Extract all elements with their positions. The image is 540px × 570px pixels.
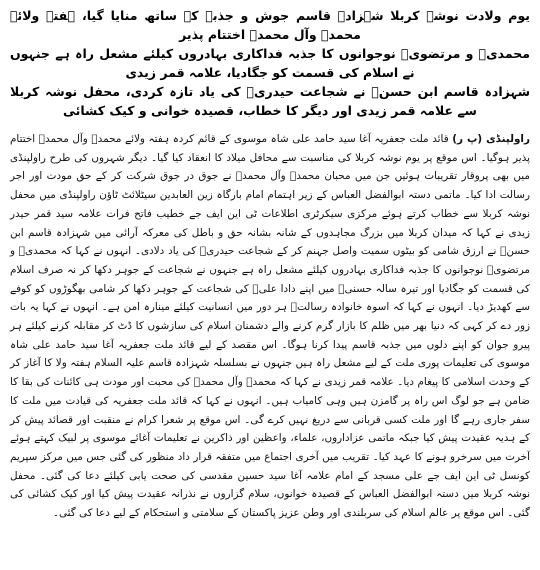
dateline: راولپنڈی (پ ر) [452,133,530,145]
headline-line-2: محمدیؐ و مرتضویؑ نوجوانوں کا جذبہ فداکاری بہادروں کیلئے مشعل راہ ہے جنہوں نے اسلام کی قسمت کو جگادیا، علامہ قمر زیدی [10,46,530,80]
headline-block [10,6,530,120]
article-body-text: قائد ملت جعفریہ آغا سید حامد علی شاہ موسوی کے قائم کردہ ہفتہ ولائے محمدؐ وآل محمدؐ اختتام پذیر ہوگیا۔ اس موقع پر یوم نوشہ کربلا کی مناسبت سے محافل میلاد کا انعقاد کیا گیا۔ دیگر شہروں کی طرح راولپنڈی میں بھی پروقار تقریبات ہوئیں جن میں محبان محمدؐ وآل محمدؐ نے جوق در جوق شرکت کر کے حق مودت اور اجر رسالت ادا کیا۔ ماتمی دستہ ابوالفضل العباس کے زیر اہتمام امام بارگاہ زین العابدین سیٹلائٹ ٹاؤن راولپنڈی میں محفل نوشہ کربلا سے خطاب کرتے ہوئے مرکزی سیکرٹری اطلاعات ٹی این ایف جے خطیب فاتح فرات علامہ سید قمر حیدر زیدی نے کہا کہ میدان کربلا میں بزرگ مجاہدوں کے شانہ بشانہ حق و باطل کی معرکہ آرائی میں شہزادہ قاسم ابن حسنؑ نے ارزق شامی کو بیٹوں سمیت واصل جہنم کر کے شجاعت حیدریؑ کی یاد دلادی۔ انہوں نے کہا کہ محمدیؐ و مرتضویؑ نوجوانوں کا جذبہ فداکاری بہادروں کیلئے مشعل راہ ہے جنہوں نے شجاعت کے جوہر دکھا کر نہ صرف اسلام کی قسمت کو جگادیا اور تیرہ سالہ حسنیؑ میں اپنے دادا علیؑ کی شجاعت کے جوہر دکھا کر شامی بھگوڑوں کو کوفے سے کھدیڑ دیا۔ انہوں نے کہا کہ اسوہ خانوادہ رسالتؐ ہر دور میں انسانیت کیلئے مینارہ امن ہے۔ انہوں نے کہا یہ بات زور دے کر کہی کہ دنیا بھر میں ظلم کا بازار گرم کرنے والے دشمنان اسلام کی سازشوں کا ڈٹ کر مقابلہ کرنے کیلئے ہر پیرو جوان کو اپنے دلوں میں جذبہ قاسم پیدا کرنا ہوگا۔ اس مقصد کے لیے قائد ملت جعفریہ آغا سید حامد علی شاہ موسوی کی تعلیمات پوری ملت کے لیے مشعل راہ ہیں جنہوں نے بسلسلہ شہزادہ قاسم علیہ السلام ہفتہ ولا کا آغاز کر کے وحدت اسلامی کا پیغام دیا۔ علامہ قمر زیدی نے کہا کہ محمدؐ وآل محمدؐ کی محبت اور مودت ہی کائنات کی بقا کا ضامن ہے جو لوگ اس راہ پر گامزن ہیں وہی کامیاب ہیں۔ انہوں نے کہا کہ قائد ملت جعفریہ کی قیادت میں ملت کا سفر جاری رہے گا اور ملت کسی قربانی سے دریغ نہیں کرے گی۔ اس موقع پر شعرا کرام نے منقبت اور قصائد پیش کر کے ہدیہ عقیدت پیش کیا جبکہ ماتمی عزاداروں، علماء، واعظین اور ذاکرین نے تعلیمات آغائے موسوی پر لبیک کہتے ہوئے آخرت میں سرخرو ہونے کا عہد کیا۔ تقریب میں آخری اجتماع میں متفقہ قرار داد منظور کی گئی جس میں مرکز سپریم کونسل ٹی این ایف جے علی مسجد کے امام علامہ آغا سید حسین مقدسی کی صحت یابی کیلئے دعا کی گئی۔ محفل نوشہ کربلا میں دستہ ابوالفضل العباس کے قصیدہ خوانوں، سلام گزاروں نے نذرانہ عقیدت پیش کیا اور کیک کشائی کی گئی۔ اس موقع پر عالم اسلام کی سربلندی اور وطن عزیز پاکستان کے سلامتی و استحکام کے لیے دعا کی گئی۔ [10,133,530,520]
article-body [10,130,530,523]
headline-line-1: یوم ولادت نوشہ کربلا شہزادہ قاسم جوش و جذبے کے ساتھ منایا گیا، ہفتہ ولائے محمدؐ وآل محمدؐ اختتام پذیر [10,8,530,42]
headline-line-3: شہزادہ قاسم ابن حسنؑ نے شجاعت حیدریؑ کی یاد تازہ کردی، محفل نوشہ کربلا سے علامہ قمر زیدی اور دیگر کا خطاب، قصیدہ خوانی و کیک کشائی [10,84,530,118]
